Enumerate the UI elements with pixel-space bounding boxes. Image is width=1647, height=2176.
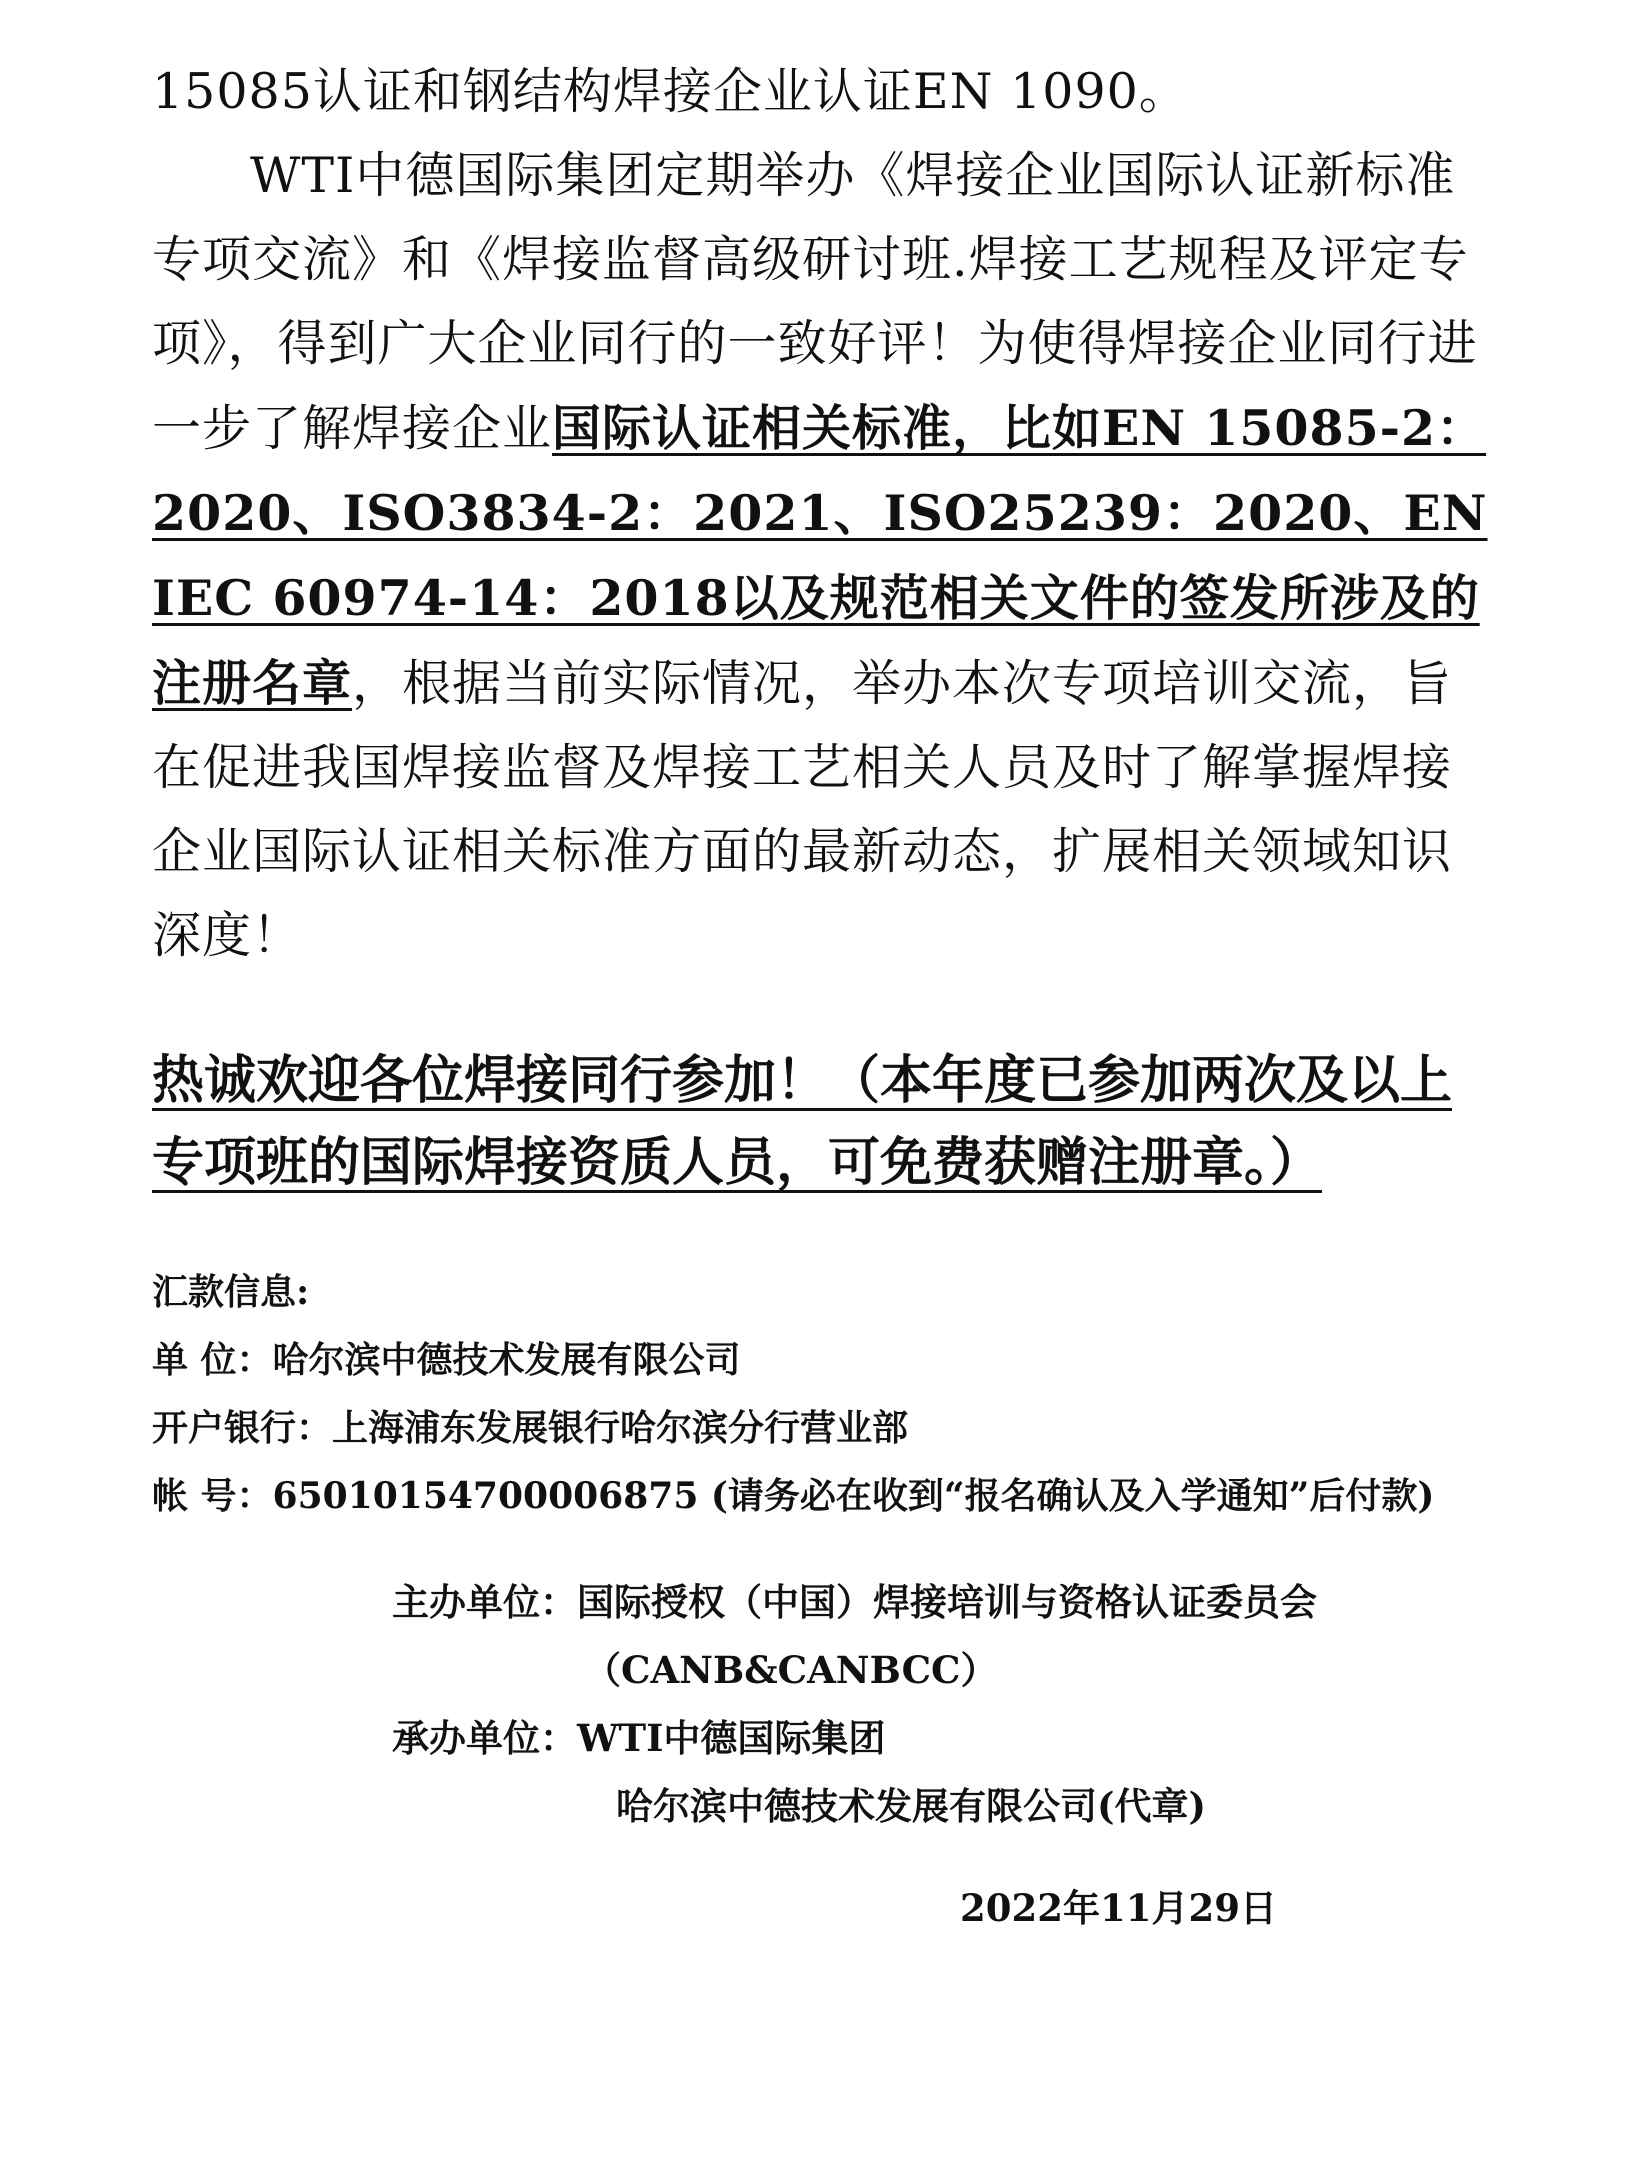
body-text [152, 50, 1492, 978]
organizer-unit-2: 哈尔滨中德技术发展有限公司(代章) [616, 1784, 1207, 1828]
remittance-info [152, 1258, 1552, 1530]
remittance-heading: 汇款信息: [152, 1271, 310, 1313]
remittance-account: 帐 号：65010154700006875 (请务必在收到“报名确认及入学通知”后付款) [152, 1475, 1435, 1517]
intro-paragraph [152, 134, 1492, 978]
remittance-bank: 开户银行：上海浦东发展银行哈尔滨分行营业部 [152, 1407, 909, 1449]
host-unit: 主办单位：国际授权（中国）焊接培训与资格认证委员会 [392, 1580, 1317, 1624]
intro-text: WTI中德国际集团定期举办《焊接企业国际认证新标准专项交流》和《焊接监督高级研讨班.焊接工艺规程及评定专项》，得到广大企业同行的一致好评！为使得焊接企业同行进一步了解焊接企业 [152, 147, 1478, 457]
standards-highlight: 国际认证相关标准，比如EN 15085-2：2020、ISO3834-2：2021、ISO25239：2020、EN IEC 60974-14：2018以及规范相关文件的签发所涉及的注册名章 [152, 399, 1488, 712]
intro-tail: ，根据当前实际情况，举办本次专项培训交流，旨在促进我国焊接监督及焊接工艺相关人员及时了解掌握焊接企业国际认证相关标准方面的最新动态，扩展相关领域知识深度！ [152, 655, 1453, 964]
remittance-unit: 单 位：哈尔滨中德技术发展有限公司 [152, 1339, 741, 1381]
organizer-unit: 承办单位：WTI中德国际集团 [392, 1716, 886, 1760]
organizers [392, 1568, 1542, 1840]
host-abbreviation: （CANB&CANBCC） [584, 1648, 998, 1692]
welcome-notice: 热诚欢迎各位焊接同行参加！（本年度已参加两次及以上专项班的国际焊接资质人员，可免费获赠注册章。） [152, 1050, 1453, 1193]
document-date: 2022年11月29日 [960, 1886, 1277, 1930]
body-line-top: 15085认证和钢结构焊接企业认证EN 1090。 [152, 63, 1189, 120]
